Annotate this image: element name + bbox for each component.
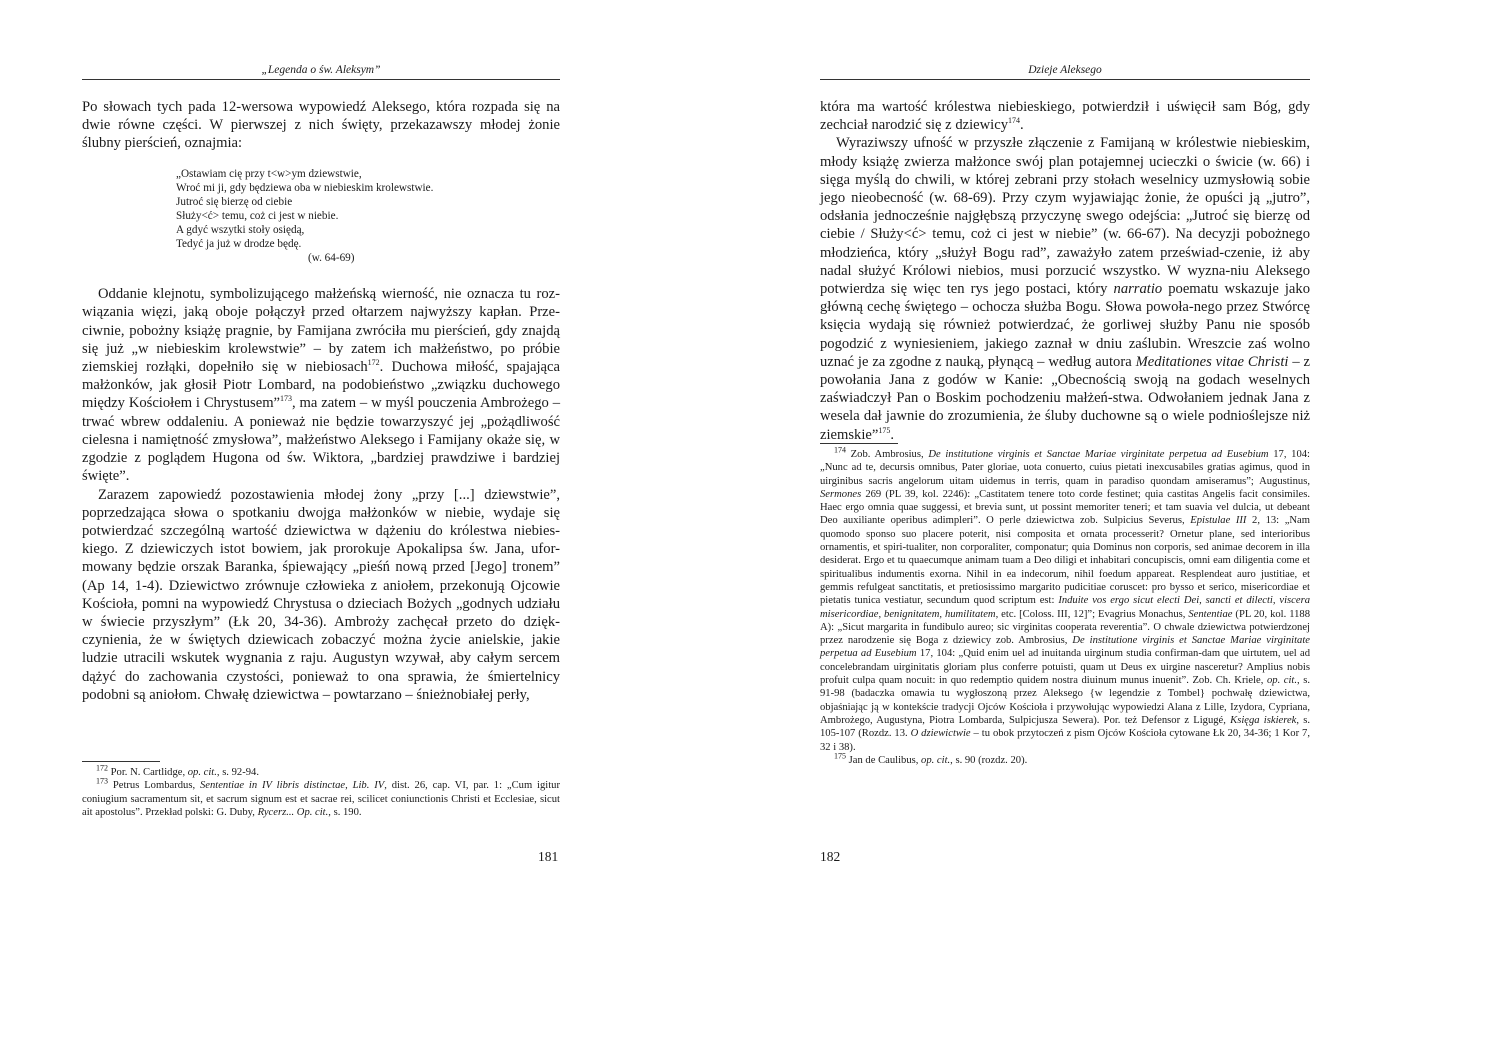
text-run: – z powołania Jana z godów w Kanie: „Obecnością swoją na godach weselnych zaświadczył Pan o Boskim pochodzeniu małżeń-stwa. Odwołaniem jednak Jana z wesela dał jawnie do zrozumienia, że śluby duchowne są o wiele podnioślejsze niż ziemskie” — [820, 353, 1310, 443]
text-run: Jan de Caulibus, — [846, 754, 922, 766]
poem-reference: (w. 64-69) — [308, 252, 355, 265]
text-run: . Duchowa miłość, spajająca małżonków, jak głosił Piotr Lombard, na podobieństwo „związku duchowego między Kościołem i Chrystusem” — [82, 359, 560, 412]
paragraph — [820, 98, 1310, 134]
poem-line: Wroć mi ji, gdy będziewa oba w niebieskim krolewstwie. — [176, 181, 434, 194]
running-header: „Legenda o św. Aleksym” — [261, 64, 381, 76]
intro-text: Po słowach tych pada 12-wersowa wypowiedź Aleksego, która rozpada się na dwie równe części. W pierwszej z nich święty, przekazawszy młodej żonie ślubny pierścień, oznajmia: — [82, 99, 560, 152]
paragraph — [820, 134, 1310, 443]
text-run: , s. 92-94. — [216, 767, 259, 778]
text-run: O dziewictwie — [910, 728, 971, 740]
footnote-number: 175 — [834, 751, 846, 761]
text-run: , s. 190. — [328, 806, 362, 818]
text-run: . — [890, 426, 895, 443]
text-run: , s. 105-107 (Rozdz. 13. — [820, 714, 1311, 740]
footnote-rule — [82, 761, 160, 762]
text-run: op. cit. — [921, 754, 951, 766]
text-run: , s. 91-98 (badaczka omawia tu wygłoszoną przez Aleksego {w legendzie z Tombel} pochwałę dziewictwa, objaśniając ją w kontekście tradycji Ojców Kościoła i przywołując wypowiedzi Alana z Lille, Izydora, Cypriana, Ambrożego, Augustyna, Piotra Lombarda, Sulpicjusza Sewera). Por. też Defensor z Ligugé, — [820, 675, 1310, 726]
text-run: Rycerz... Op. cit. — [257, 806, 329, 818]
poem-line: „Ostawiam cię przy t<w>ym dziewstwie, — [176, 167, 362, 180]
intro-paragraph — [82, 98, 560, 153]
text-run: Por. N. Cartlidge, — [108, 767, 188, 778]
text-run: narratio — [1113, 281, 1163, 298]
footnote-ref[interactable]: 175 — [878, 425, 891, 435]
text-run: Sententiae in IV libris distinctae, Lib. IV — [199, 780, 385, 792]
text-run: Oddanie klejnotu, symbolizującego małżeńską wierność, nie oznacza tu roz-wiązania więzi, jaką oboje połączył przed ołtarzem najwyższy kapłan. Prze-ciwnie, pobożny książę pragnie, by Famijana zwróciła mu pierścień, gdy znajdą się już „w niebieskim krolewstwie” – by zatem ich małżeństwo, po próbie ziemskiej rozłąki, dopełniło się w niebiosach — [82, 286, 560, 376]
footnote — [82, 763, 560, 779]
text-run: Meditationes vitae Christi — [1135, 353, 1289, 370]
footnote-rule — [820, 443, 898, 444]
text-run: Zarazem zapowiedź pozostawienia młodej żony „przy [...] dziewstwie”, poprzedzająca słowa o spotkaniu dwojga małżonków w niebie, wydaje się potwierdzać szczególną wartość dziewictwa w dążeniu do królestwa niebies-kiego. Z dziewiczych istot bowiem, jak prorokuje Apokalipsa św. Jana, ufor-mowany będzie orszak Baranka, śpiewający „pieśń nową przed [Jego] tronem” (Ap 14, 1-4). Dziewictwo zrównuje człowieka z aniołem, przekonują Ojcowie Kościoła, pomni na wypowiedź Chrystusa o dzieciach Bożych „godnych udziału w świecie przyszłym” (Łk 20, 34-36). Ambroży zachęcał przeto do dzięk-czynienia, że w świętych dziewicach zobaczyć można życie anielskie, jakie ludzie utracili wskutek wygnania z raju. Augustyn wzywał, aby całym sercem dążyć do zachowania czystości, ponieważ to ona sprawia, że śmiertelnicy podobni są aniołom. Chwałę dziewictwa – powtarzano – śnieżnobiałej perły, — [82, 486, 560, 703]
text-run: Petrus Lombardus, — [108, 780, 200, 792]
paragraph — [82, 285, 560, 485]
footnote-number: 174 — [834, 445, 846, 455]
text-run: 2, 13: „Nam quomodo sponso suo placere poterit, nisi composita et ornata processerit? Ornetur plane, sed interioribus ornamentis, et spiri-tualiter, non corporaliter, componatur; quia Dominus non corporis, sed animae decorem in illa desiderat. Ergo et tu quaecumque animam tuam a Deo diligi et inhabitari concupiscis, omni eam diligentia come et spiritualibus indumentis exorna. Nihil in ea indecorum, nihil foedum appareat. Resplendeat auro justitiae, et gemmis refulgeat sanctitatis, et pretiosissimo margarito pudicitiae coruscet: pro bysso et serico, misericordiae et pietatis tunica vestiatur, secundum quod scriptum est: — [820, 515, 1310, 607]
paragraph — [82, 486, 560, 704]
page-number: 182 — [820, 849, 841, 864]
running-header: Dzieje Aleksego — [1028, 64, 1102, 76]
text-run: op. cit. — [187, 767, 217, 778]
footnotes — [820, 445, 1311, 767]
text-run: , dist. 26, cap. VI, par. 1: „Cum igitur coniugium sacramentum sit, et sacrum signum est et sacrae rei, scilicet coniunctionis Christi et Ecclesiae, sicut ait apostolus”. Przekład polski: G. Duby, — [82, 780, 560, 818]
header-rule — [820, 79, 1310, 80]
text-run: . — [1020, 117, 1024, 134]
footnote-number: 173 — [96, 776, 108, 786]
text-run: 269 (PL 39, kol. 2246): „Castitatem tenere toto corde festinet; quia castitas Angelis facit consimiles. Haec ergo omnia quae suggessi, et brevia sunt, ut possint memoriter teneri; et tam suavia vel dulcia, ut debeant Deo auxiliante operibus adimpleri”. O perle dziewictwa zob. Sulpicius Severus, — [820, 488, 1310, 527]
footnote-number: 172 — [96, 763, 108, 773]
page-number: 181 — [538, 849, 559, 864]
footnotes — [82, 763, 560, 819]
text-run: etc. [Coloss. III, 12]”; Evagrius Monachus, — [998, 608, 1189, 620]
text-run: Zob. Ambrosius, — [846, 449, 929, 460]
text-run: Epistulae III — [1190, 515, 1247, 527]
poem-quote — [176, 167, 560, 266]
main-text — [82, 98, 560, 704]
text-run: op. cit. — [1266, 675, 1298, 687]
main-text — [820, 98, 1310, 444]
footnote-ref[interactable]: 172 — [367, 358, 380, 368]
footnote-ref[interactable]: 173 — [280, 394, 293, 404]
text-run: 17, 104: „Nunc ad te, decursis omnibus, Pater gloriae, uota conuerto, cuius pietati inexcusabiles gratias agimus, quod in uirginibus sacris angelorum uitam uidemus in terris, quam in paradiso quondam amiseramus”; Augustinus, — [820, 449, 1310, 487]
text-run: Sermones — [820, 488, 862, 500]
text-run: 17, 104: „Quid enim uel ad inuitanda uirginum studia confirman-dam que uirtutem, uel ad concelebrandam uirginitatis gloriam plus conferre potuisti, quam ut Deus ex uirgine nasceretur? Amplius nobis profuit culpa quam nocuit: in quo redemptio quidem nostra diuinum munus inuenit”. Zob. Ch. Kriele, — [820, 648, 1310, 687]
text-run: która ma wartość królestwa niebieskiego, potwierdził i uświęcił sam Bóg, gdy zechciał narodzić się z dziewicy — [820, 99, 1310, 134]
poem-line: Służy<ć> temu, coż ci jest w niebie. — [176, 209, 339, 222]
text-run: poematu wskazuje jako główną cechę świętego – ochocza służba Bogu. Słowa powoła-nego przez Stwórcę księcia wydają się również potwierdzać, że gorliwej służby Panu nie sposób pogodzić z wyniesieniem, jakiego zaznał w dniu zaślubin. Wreszcie zaś wolno uznać je za zgodne z nauką, płynącą – według autora — [820, 281, 1310, 370]
poem-line: Jutroć się bierzę od ciebie — [176, 195, 293, 208]
text-run: De institutione virginis et Sanctae Mariae virginitate perpetua ad Eusebium — [820, 635, 1310, 660]
poem-line: Tedyć ja już w drodze będę. — [176, 238, 302, 251]
text-run: Sententiae — [1188, 608, 1233, 620]
header-rule — [82, 79, 560, 80]
text-run: Księga iskierek — [1230, 714, 1297, 726]
text-run: De institutione virginis et Sanctae Mariae virginitate perpetua ad Eusebium — [928, 449, 1269, 460]
footnote-ref[interactable]: 174 — [1008, 116, 1020, 126]
footnote — [82, 776, 560, 819]
poem-line: A gdyć wszytki stoły osiędą, — [176, 223, 305, 236]
text-run: – tu obok przytoczeń z pism Ojców Kościoła cytowane Łk 20, 34-36; 1 Kor 7, 32 i 38). — [820, 728, 1310, 753]
text-run: Wyraziwszy ufność w przyszłe złączenie z Famijaną w królestwie niebieskim, młody książę zwierza małżonce swój plan potajemnej ucieczki o świcie (w. 66) i sięga myślą do chwili, w której zebrani przy stołach weselnicy uzmysłowią sobie jego nieobecność (w. 68-69). Przy czym wyjawiając żonie, że opuści ją „jutro”, odsłania jednocześnie najgłębszą przyczynę swego odejścia: „Jutroć się bierzę od ciebie / Służy<ć> temu, coż ci jest w niebie” (w. 66-67). Na decyzji pobożnego młodzieńca, który „służył Bogu rad”, zaważyło zatem przeświad-czenie, iż aby nadal służyć Królowi niebios, musi porzucić wszystko. W wyzna-niu Aleksego potwierdza się więc ten rys jego postaci, który — [820, 135, 1310, 298]
text-run: , ma zatem – w myśl pouczenia Ambrożego – trwać wbrew oddaleniu. A ponieważ nie będzie towarzyszyć jej „pożądliwość cielesna i namiętność zmysłowa”, małżeństwo Aleksego i Famijany okaże się, w zgodzie z poglądem Hugona od św. Wiktora, „bardziej prawdziwe i bardziej święte”. — [82, 395, 560, 485]
text-run: Induite vos ergo sicut electi Dei, sancti et dilecti, viscera misericordiae, benignitatem, humilitatem, — [820, 595, 1310, 620]
text-run: , s. 90 (rozdz. 20). — [950, 754, 1028, 766]
text-run: (PL 20, kol. 1188 A): „Sicut margarita in fundibulo aureo; sic virginitas cooperata reverentia”. O chwale dziewictwa potwierdzonej przez narodzenie się Boga z dziewicy zob. Ambrosius, — [820, 608, 1311, 647]
footnote — [820, 445, 1311, 754]
footnote — [820, 751, 1310, 767]
